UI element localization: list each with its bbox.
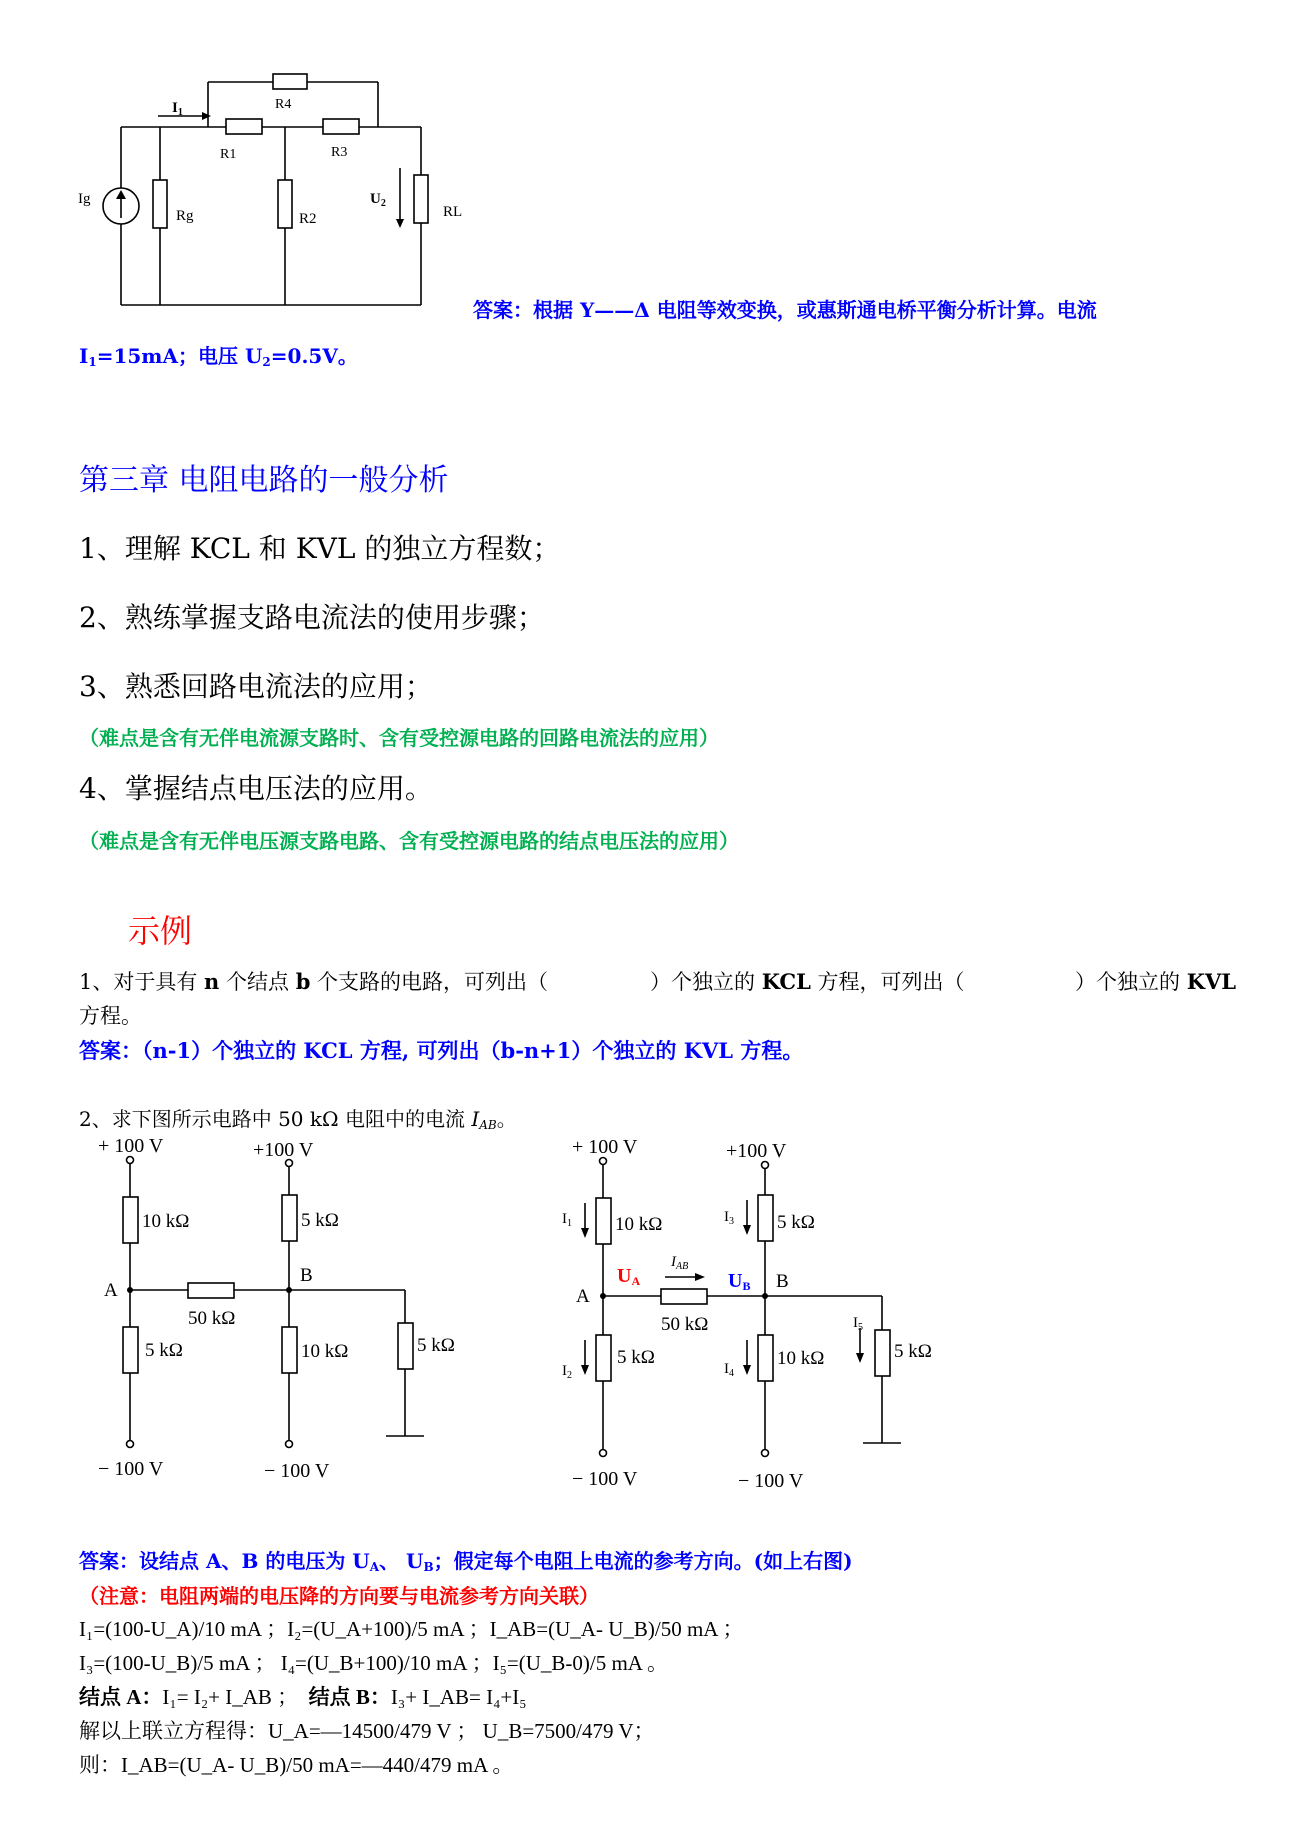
r-10k-bottom: 10 kΩ [777,1348,825,1369]
r-5k-top: 5 kΩ [777,1212,815,1233]
plus-100v-right: +100 V [726,1140,787,1162]
node-circuit-diagram [0,1130,480,1500]
answer-1: 答案：（n-1）个独立的 KCL 方程, 可列出（b-n+1）个独立的 KVL 方程。 [79,1038,804,1063]
r-50k: 50 kΩ [188,1308,236,1329]
chapter-item-2: 2、熟练掌握支路电流法的使用步骤； [79,601,545,634]
solution-answer: 答案：设结点 A、B 的电压为 $U_A$、 $U_B$；假定每个电阻上电流的参考方向。(如上右图) [79,1549,853,1574]
UA-label: UA [617,1265,641,1288]
UB-label: UB [728,1270,751,1293]
chapter-item-4: 4、掌握结点电压法的应用。 [79,772,433,805]
question-1-kvl: ）个独立的 KVL [1075,969,1236,994]
r-10k-top: 10 kΩ [615,1214,663,1235]
R2-label: R2 [299,211,317,227]
minus-100v-right: − 100 V [264,1460,330,1482]
r-10k-bottom: 10 kΩ [301,1341,349,1362]
r-50k: 50 kΩ [661,1314,709,1335]
I1-label: $I_1$ [562,1211,572,1229]
U2-label: $U_2$ [370,191,386,209]
bridge-circuit-diagram [0,0,480,320]
equation-line-5: 则：I_AB=(U_A- U_B)/50 mA=—440/479 mA 。 [79,1753,514,1777]
Rg-label: Rg [176,208,194,224]
minus-100v-left: − 100 V [572,1468,638,1490]
chapter-title: 第三章 电阻电路的一般分析 [79,463,449,498]
I3-label: $I_3$ [724,1209,734,1227]
I2-label: $I_2$ [562,1363,572,1381]
equation-line-3: 结点 A：I₁= I₂+ I_AB ； 结点 B：I₃+ I_AB= I₄+I₅ [79,1685,527,1709]
minus-100v-left: − 100 V [98,1458,164,1480]
r-10k-top: 10 kΩ [142,1211,190,1232]
equation-line-2: I₃=(100-U_B)/5 mA ； I₄=(U_B+100)/10 mA ；I₅=(U_B-0)/5 mA 。 [79,1651,669,1675]
r-5k-bottom: 5 kΩ [145,1340,183,1361]
question-1-line1: 1、对于具有 n 个结点 b 个支路的电路，可列出（ [79,969,549,994]
annotated-node-circuit-diagram [540,1130,1020,1510]
question-2: 2、求下图所示电路中 50 kΩ 电阻中的电流 $I_{AB}$。 [79,1107,517,1132]
r-5k-bottom: 5 kΩ [617,1347,655,1368]
IAB-label: $I_{AB}$ [671,1254,689,1272]
chapter-note-4: （难点是含有无伴电压源支路电路、含有受控源电路的结点电压法的应用） [79,829,739,853]
chapter-note-3: （难点是含有无伴电流源支路时、含有受控源电路的回路电流法的应用） [79,726,719,750]
answer1-line2: $I_1=15mA$；电压 $U_2=0.5V$。 [79,344,358,369]
plus-100v-right: +100 V [253,1139,314,1161]
equation-line-1: I₁=(100-U_A)/10 mA ；I₂=(U_A+100)/5 mA ；I_AB=(U_A- U_B)/50 mA ； [79,1617,744,1641]
R3-label: R3 [331,145,348,160]
question-1-kcl: ）个独立的 KCL 方程，可列出（ [650,969,965,994]
equation-line-4: 解以上联立方程得：U_A=—14500/479 V ； U_B=7500/479 V； [79,1719,655,1743]
node-B-label: B [300,1265,313,1286]
chapter-item-3: 3、熟悉回路电流法的应用； [79,670,433,703]
answer1-line1: 答案：根据 Y——Δ 电阻等效变换，或惠斯通电桥平衡分析计算。电流 [473,298,1097,322]
example-heading: 示例 [128,912,193,950]
Ig-label: Ig [78,191,91,207]
plus-100v-left: + 100 V [98,1135,164,1157]
plus-100v-left: + 100 V [572,1136,638,1158]
I4-label: $I_4$ [724,1361,734,1379]
node-A-label: A [104,1280,118,1301]
RL-label: RL [443,204,463,220]
I1-label: $I_1$ [172,100,183,118]
r-5k-top: 5 kΩ [301,1210,339,1231]
R1-label: R1 [220,147,237,162]
solution-note: （注意：电阻两端的电压降的方向要与电流参考方向关联） [79,1584,599,1608]
chapter-item-1: 1、理解 KCL 和 KVL 的独立方程数； [79,532,561,565]
R4-label: R4 [275,97,292,112]
node-B-label: B [776,1271,789,1292]
minus-100v-right: − 100 V [738,1470,804,1492]
node-A-label: A [576,1286,590,1307]
I5-label: $I_5$ [853,1315,863,1333]
question-1-line2: 方程。 [79,1004,142,1028]
r-5k-ground: 5 kΩ [894,1341,932,1362]
r-5k-ground: 5 kΩ [417,1335,455,1356]
